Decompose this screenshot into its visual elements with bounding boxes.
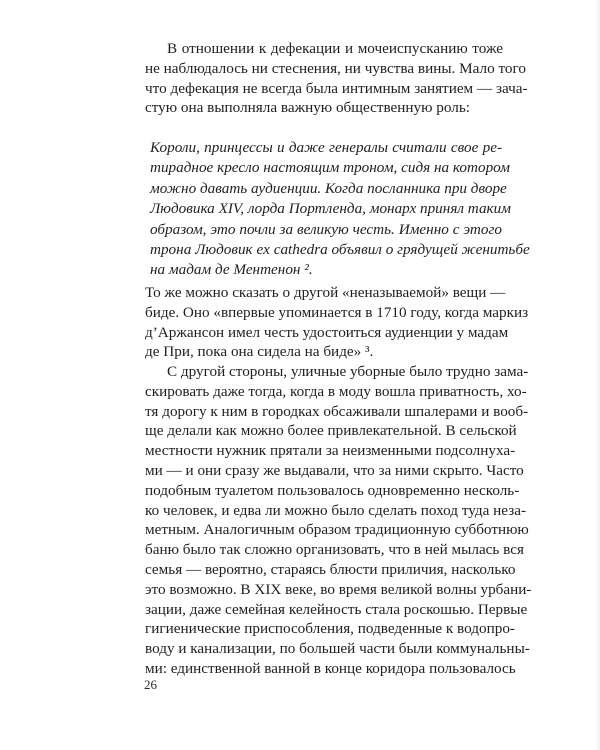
text-line: То же можно сказать о другой «неназываемой» вещи —	[145, 284, 506, 301]
text-line: ще делали как можно более привлекательной. В сельской	[145, 422, 517, 440]
text-line: С другой стороны, уличные уборные было трудно зама-	[167, 363, 529, 380]
text-line: биде. Оно «впервые упоминается в 1710 году, когда маркиз	[145, 303, 529, 321]
page-edge-shadow	[594, 0, 600, 750]
text-line: де При, пока она сидела на биде» ³.	[145, 343, 374, 361]
paragraph-3	[145, 362, 532, 679]
block-quote	[150, 138, 530, 281]
text-line: ми: единственной ванной в конце коридора пользовалось	[145, 659, 516, 677]
text-line: зации, даже семейная келейность стала роскошью. Первые	[145, 600, 528, 618]
text-line: семья — вероятно, стараясь блюсти приличия, насколько	[145, 560, 516, 578]
text-line: ко человек, и едва ли можно было сделать поход туда неза-	[145, 501, 527, 519]
text-line: подобным туалетом пользовалось одновременно несколь-	[145, 481, 520, 499]
quote-line: на мадам де Ментенон ².	[150, 261, 313, 279]
text-line: местности нужник прятали за неизменными подсолнуха-	[145, 442, 516, 460]
text-line: ми — и они сразу же выдавали, что за ними скрыто. Часто	[145, 461, 524, 479]
paragraph-2	[145, 283, 529, 362]
text-line: стую она выполняла важную общественную роль:	[145, 99, 470, 117]
quote-line: образом, это почли за великую честь. Именно с этого	[150, 220, 502, 238]
text-line: гигиенические приспособления, подведенные к водопро-	[145, 620, 515, 638]
text-line: В отношении к дефекации и мочеиспусканию тоже	[167, 40, 503, 57]
text-line: не наблюдалось ни стеснения, ни чувства вины. Мало того	[145, 59, 526, 77]
text-line: метным. Аналогичным образом традиционную субботнюю	[145, 521, 529, 539]
paragraph-1	[145, 39, 528, 118]
quote-line: Людовика XIV, лорда Портленда, монарх принял таким	[150, 200, 511, 218]
quote-line: Короли, принцессы и даже генералы считали свое ре-	[150, 139, 502, 156]
quote-line: можно давать аудиенции. Когда посланника при дворе	[150, 179, 507, 197]
text-line: тя дорогу к ним в городках обсаживали шпалерами и вооб-	[145, 402, 529, 420]
text-line: что дефекация не всегда была интимным занятием — зача-	[145, 79, 528, 97]
text-line: д’Аржансон имел честь удостоиться аудиенции у мадам	[145, 323, 509, 341]
text-line: баню было так сложно организовать, что в ней мылась вся	[145, 541, 524, 559]
text-line: скировать даже тогда, когда в моду вошла приватность, хо-	[145, 382, 527, 400]
quote-line: трона Людовик ex cathedra объявил о грядущей женитьбе	[150, 241, 530, 259]
quote-line: тирадное кресло настоящим троном, сидя на котором	[150, 159, 510, 177]
text-line: это возможно. В XIX веке, во время великой волны урбани-	[145, 580, 532, 598]
page-number: 26	[144, 677, 157, 692]
text-line: воду и канализации, по большей части были коммунальны-	[145, 640, 530, 658]
